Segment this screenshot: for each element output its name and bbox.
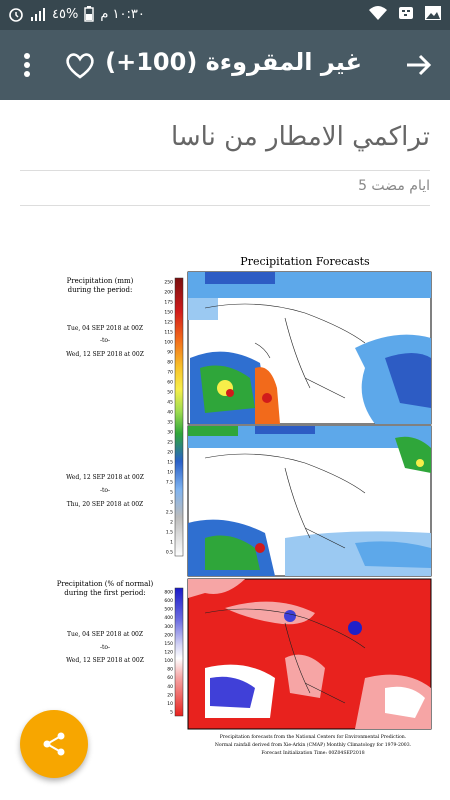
scale-tick-label: 25 — [167, 440, 173, 446]
scale-tick-label: 60 — [167, 380, 173, 386]
scale-tick-label: 300 — [164, 624, 173, 630]
date-end-1: Wed, 12 SEP 2018 at 00Z — [66, 351, 144, 358]
bbm-icon — [398, 5, 414, 21]
arrow-right-icon[interactable] — [404, 50, 434, 80]
precipitation-forecast-image — [55, 248, 445, 768]
heart-outline-icon[interactable] — [64, 50, 96, 80]
scale-tick-label: 80 — [167, 360, 173, 366]
label-first-period: during the first period: — [64, 589, 146, 597]
scale-tick-label: 90 — [167, 350, 173, 356]
share-icon — [41, 731, 67, 757]
date-start-1: Tue, 04 SEP 2018 at 00Z — [66, 325, 144, 332]
scale-tick-label: 1 — [170, 540, 173, 546]
scale-tick-label: 100 — [164, 659, 173, 665]
scale-tick-label: 150 — [164, 310, 173, 316]
scale-tick-label: 40 — [167, 684, 173, 690]
date-to-1: -to- — [99, 337, 111, 344]
scale-tick-label: 5 — [170, 490, 173, 496]
map-panel-week1 — [188, 272, 431, 424]
divider — [20, 170, 430, 171]
date-start-3: Tue, 04 SEP 2018 at 00Z — [66, 631, 144, 638]
scale-tick-label: 120 — [164, 650, 173, 656]
status-left — [8, 6, 145, 22]
scale-tick-label: 175 — [164, 300, 173, 306]
scale-tick-label: 10 — [167, 701, 173, 707]
alarm-icon — [8, 6, 24, 22]
scale-tick-label: 115 — [164, 330, 173, 336]
scale-tick-label: 400 — [164, 616, 173, 622]
scale-tick-label: 500 — [164, 607, 173, 613]
battery-percent: %٤٥ — [52, 6, 79, 22]
date-start-2: Wed, 12 SEP 2018 at 00Z — [66, 474, 144, 481]
scale-tick-label: 100 — [164, 340, 173, 346]
footnote-1: Precipitation forecasts from the National Centers for Environmental Prediction. — [219, 735, 407, 740]
battery-icon — [84, 6, 94, 22]
map-panel-percent-normal — [188, 579, 431, 729]
label-precip-mm: Precipitation (mm) — [66, 277, 134, 285]
scale-tick-label: 10 — [167, 470, 173, 476]
scale-tick-label: 2.5 — [165, 510, 173, 516]
scale-tick-label: 0.5 — [165, 550, 173, 556]
scale-tick-label: 600 — [164, 599, 173, 605]
scale-tick-label: 200 — [164, 290, 173, 296]
image-icon — [424, 5, 442, 21]
scale-tick-label: 15 — [167, 460, 173, 466]
label-precip-pct: Precipitation (% of normal) — [56, 580, 154, 588]
status-right — [368, 5, 442, 21]
pct-scale-ticks — [164, 590, 173, 716]
scale-tick-label: 250 — [164, 280, 173, 286]
pct-color-scale — [175, 588, 183, 716]
share-button[interactable] — [20, 710, 88, 778]
clock: ١٠:٣٠ م — [100, 6, 145, 22]
scale-tick-label: 20 — [167, 693, 173, 699]
signal-icon — [30, 7, 46, 21]
scale-tick-label: 1.5 — [165, 530, 173, 536]
scale-tick-label: 800 — [164, 590, 173, 596]
scale-tick-label: 45 — [167, 400, 173, 406]
mm-color-scale — [175, 278, 183, 556]
more-vert-icon[interactable] — [14, 50, 40, 80]
scale-tick-label: 50 — [167, 390, 173, 396]
toolbar-title: غير المقروءة (100+) — [105, 48, 362, 76]
date-end-3: Wed, 12 SEP 2018 at 00Z — [66, 657, 144, 664]
scale-tick-label: 3 — [170, 500, 173, 506]
scale-tick-label: 5 — [170, 710, 173, 716]
map-panel-week2 — [188, 426, 431, 576]
scale-tick-label: 7.5 — [165, 480, 173, 486]
date-to-3: -to- — [99, 644, 111, 651]
date-end-2: Thu, 20 SEP 2018 at 00Z — [66, 501, 144, 508]
scale-tick-label: 60 — [167, 676, 173, 682]
date-to-2: -to- — [99, 487, 111, 494]
scale-tick-label: 80 — [167, 667, 173, 673]
article-title: تراكمي الامطار من ناسا — [170, 122, 430, 152]
scale-tick-label: 125 — [164, 320, 173, 326]
scale-tick-label: 40 — [167, 410, 173, 416]
figure-title: Precipitation Forecasts — [240, 255, 370, 268]
article-date: ايام مضت 5 — [358, 178, 430, 194]
divider — [20, 205, 430, 206]
scale-tick-label: 35 — [167, 420, 173, 426]
footnote-2: Normal rainfall derived from Xie-Arkin (CMAP) Monthly Climatology for 1979-2003. — [214, 743, 412, 748]
scale-tick-label: 20 — [167, 450, 173, 456]
footnote-3: Forecast Initialization Time: 00Z04SEP2018 — [261, 751, 365, 756]
app-toolbar — [0, 30, 450, 100]
scale-tick-label: 30 — [167, 430, 173, 436]
scale-tick-label: 2 — [170, 520, 173, 526]
scale-tick-label: 150 — [164, 641, 173, 647]
scale-tick-label: 70 — [167, 370, 173, 376]
mm-scale-ticks — [164, 280, 173, 556]
wifi-icon — [368, 5, 388, 21]
label-period: during the period: — [67, 286, 133, 294]
scale-tick-label: 200 — [164, 633, 173, 639]
status-bar — [0, 0, 450, 30]
